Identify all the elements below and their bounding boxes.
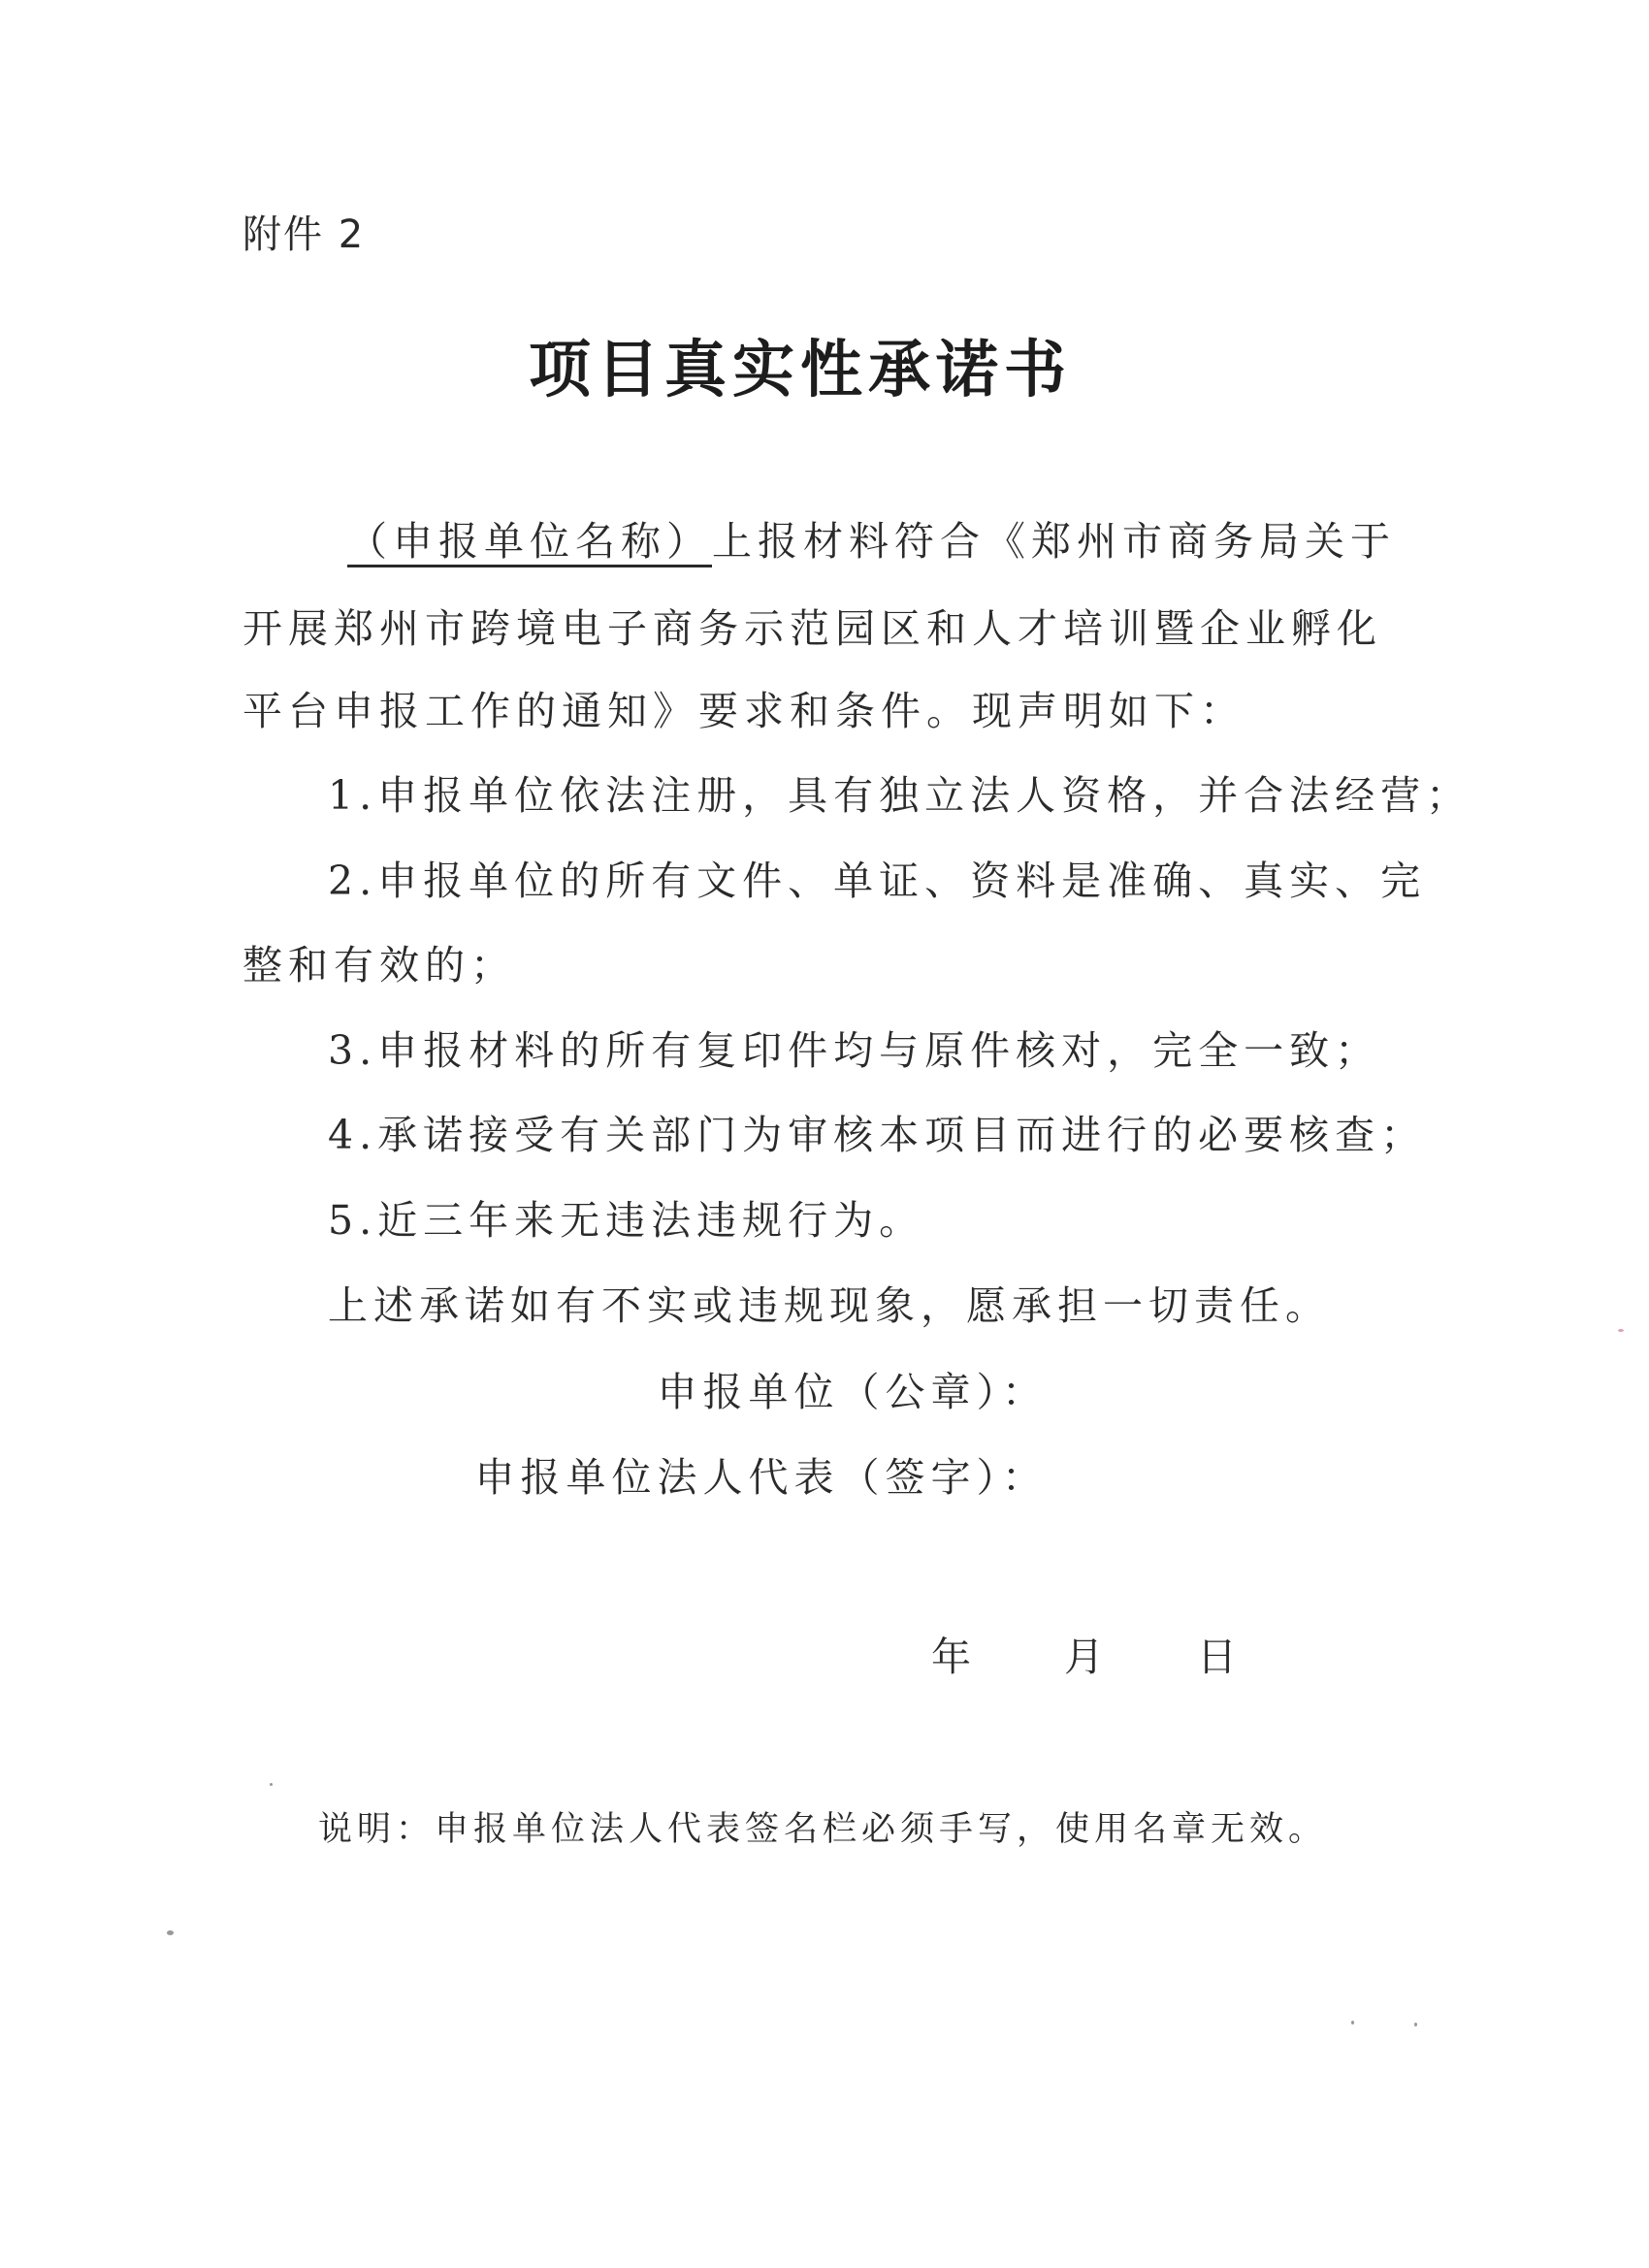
intro-line-3: 平台申报工作的通知》要求和条件。现声明如下： [242,688,1245,734]
commitment-item-1: 1.申报单位依法注册，具有独立法人资格，并合法经营； [328,772,1472,819]
unit-name-placeholder: （申报单位名称） [347,518,712,565]
date-year: 年 [931,1634,977,1680]
scan-speck [1351,2021,1354,2025]
commitment-item-2: 2.申报单位的所有文件、单证、资料是准确、真实、完 [328,858,1427,904]
commitment-item-4: 4.承诺接受有关部门为审核本项目而进行的必要核查； [328,1112,1427,1158]
unit-seal-field: 申报单位（公章）： [657,1369,1048,1415]
legal-rep-signature-field: 申报单位法人代表（签字）： [474,1454,1048,1501]
document-title: 项目真实性承诺书 [529,334,1072,406]
attachment-label: 附件 2 [242,212,366,257]
intro-line-1 [347,509,1396,567]
footnote: 说明：申报单位法人代表签名栏必须手写，使用名章无效。 [318,1810,1328,1849]
scan-speck [1414,2023,1417,2026]
date-day: 日 [1197,1634,1243,1680]
scan-speck [167,1930,174,1935]
scan-speck [1618,1329,1624,1332]
date-field [931,1625,1243,1682]
closing-statement: 上述承诺如有不实或违规现象，愿承担一切责任。 [328,1282,1331,1329]
commitment-item-3: 3.申报材料的所有复印件均与原件核对，完全一致； [328,1027,1381,1074]
intro-line-2: 开展郑州市跨境电子商务示范园区和人才培训暨企业孵化 [242,605,1382,652]
date-month: 月 [1064,1634,1110,1680]
commitment-item-5: 5.近三年来无违法违规行为。 [328,1197,925,1244]
scan-speck [270,1783,273,1786]
commitment-item-2-continued: 整和有效的； [242,942,516,988]
intro-line-1-text: 上报材料符合《郑州市商务局关于 [712,518,1396,565]
